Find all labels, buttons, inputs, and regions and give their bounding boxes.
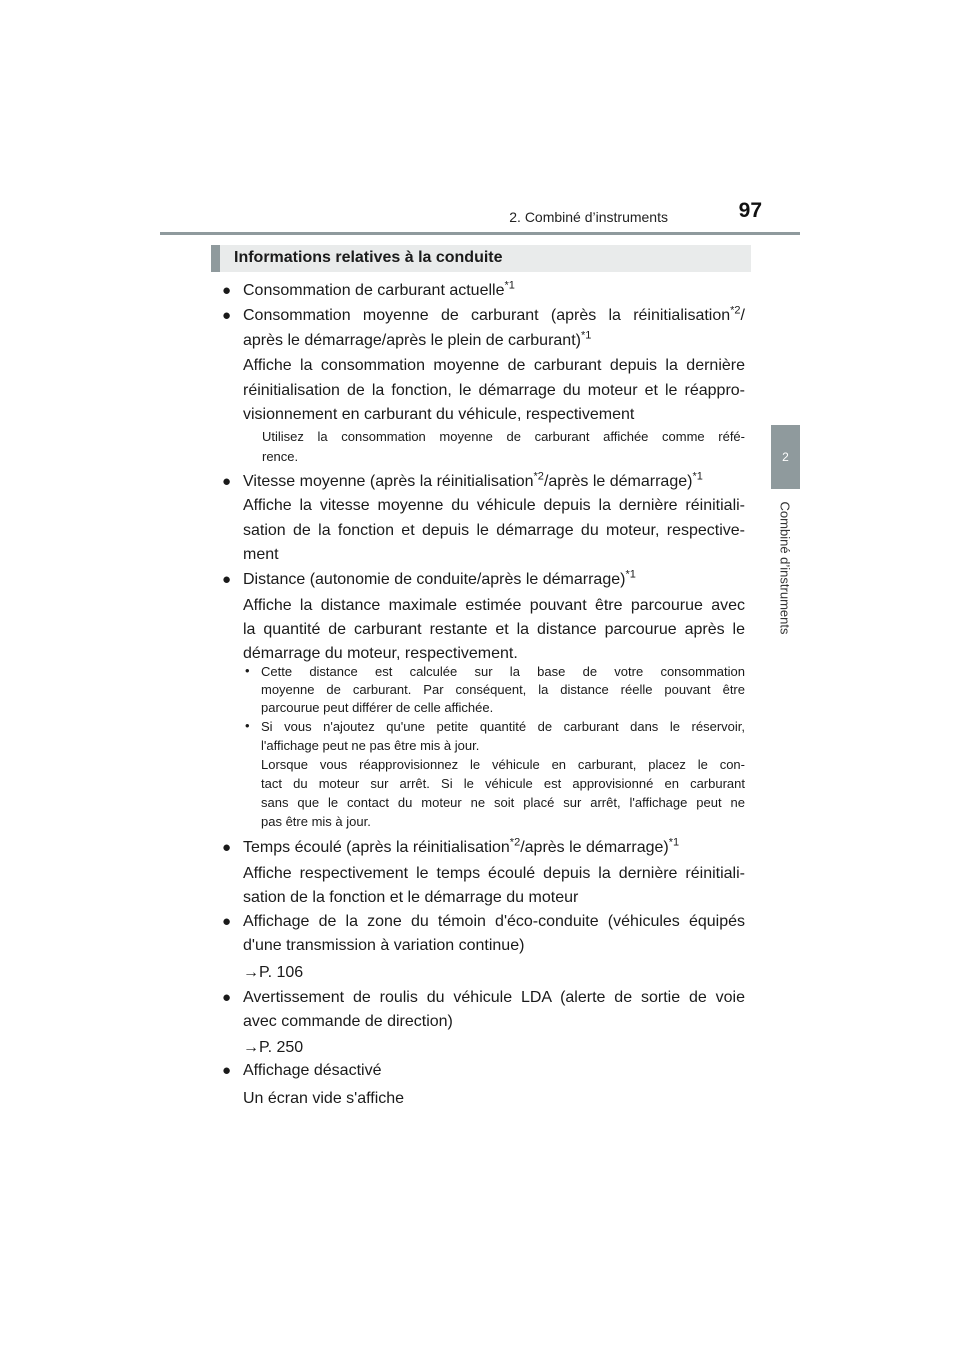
bullet-icon: ● — [222, 282, 232, 299]
bullet-icon: ● — [222, 839, 232, 856]
note-line: Cette distance est calculée sur la base de votre consommation — [261, 664, 745, 679]
bullet-icon: ● — [222, 571, 232, 588]
item-text: après le démarrage/après le plein de carburant) — [243, 332, 581, 349]
section-title: Informations relatives à la conduite — [234, 249, 503, 266]
note-line: Si vous n'ajoutez qu'une petite quantité de carburant dans le réservoir, — [261, 719, 745, 734]
footnote-ref: *1 — [504, 279, 515, 292]
description-line: la quantité de carburant restante et la distance parcourue après le — [243, 621, 745, 638]
note-line: moyenne de carburant. Par conséquent, la distance réelle pouvant être — [261, 682, 745, 697]
footnote-ref: *1 — [668, 836, 680, 849]
chapter-tab: 2 — [771, 425, 800, 489]
item-text: Consommation moyenne de carburant (après la réinitialisation — [243, 307, 731, 324]
description-line: sation de la fonction et depuis le démarrage du moteur, respective- — [243, 522, 745, 539]
description-line: démarrage du moteur, respectivement. — [243, 645, 518, 662]
item-text: Temps écoulé (après la réinitialisation — [243, 839, 510, 856]
note-line: l'affichage peut ne pas être mis à jour. — [261, 738, 480, 753]
footnote-ref: *1 — [692, 470, 703, 483]
bullet-icon: ● — [222, 1062, 232, 1079]
header-section-title: 2. Combiné d’instruments — [509, 209, 668, 225]
description-line: Un écran vide s'affiche — [243, 1090, 405, 1107]
page-reference: →P. 106 — [243, 964, 304, 981]
description-line: Affiche la consommation moyenne de carburant depuis la dernière — [243, 357, 745, 374]
footnote-ref: *1 — [625, 568, 636, 581]
page-reference: →P. 250 — [243, 1039, 304, 1056]
footnote-ref: *1 — [580, 329, 592, 342]
description-line: réinitialisation de la fonction, le démarrage du moteur et le réappro- — [243, 382, 745, 399]
item-eco-driving-line2: d'une transmission à variation continue) — [243, 937, 525, 954]
section-heading-box — [211, 245, 751, 272]
bullet-icon: ● — [222, 989, 232, 1006]
note-line: rence. — [262, 449, 299, 464]
description-line: Affiche la distance maximale estimée pouvant être parcourue avec — [243, 597, 745, 614]
item-fuel-average-line1 — [243, 304, 745, 328]
header-rule — [160, 232, 800, 235]
item-distance — [243, 568, 745, 592]
item-text: Vitesse moyenne (après la réinitialisation — [243, 473, 534, 490]
item-text: Distance (autonomie de conduite/après le démarrage) — [243, 571, 626, 588]
chapter-label: Combiné d’instruments — [777, 501, 793, 635]
description-line: visionnement en carburant du véhicule, respectivement — [243, 406, 635, 423]
description-line: Affiche la vitesse moyenne du véhicule depuis la dernière réinitiali- — [243, 497, 745, 514]
note-line: pas être mis à jour. — [261, 814, 371, 829]
page-number: 97 — [738, 199, 762, 222]
item-text: Consommation de carburant actuelle — [243, 282, 505, 299]
sub-bullet-icon: • — [245, 663, 250, 678]
description-line: sation de la fonction et le démarrage du moteur — [243, 889, 579, 906]
bullet-icon: ● — [222, 473, 232, 490]
item-display-off: Affichage désactivé — [243, 1062, 382, 1079]
item-text: / — [740, 307, 745, 324]
item-fuel-current — [243, 279, 745, 303]
item-eco-driving: Affichage de la zone du témoin d'éco-conduite (véhicules équipés — [243, 913, 745, 930]
note-line: tact du moteur sur arrêt. Si le véhicule est approvisionné en carburant — [261, 776, 745, 791]
bullet-icon: ● — [222, 913, 232, 930]
footnote-ref: *2 — [730, 304, 741, 317]
note-line: sans que le contact du moteur ne soit placé sur arrêt, l'affichage peut ne — [261, 795, 745, 810]
item-elapsed-time — [243, 836, 745, 860]
sub-bullet-icon: • — [245, 718, 250, 733]
note-line: Utilisez la consommation moyenne de carburant affichée comme réfé- — [262, 429, 745, 444]
description-line: Affiche respectivement le temps écoulé depuis la dernière réinitiali- — [243, 865, 745, 882]
item-text: /après le démarrage) — [520, 839, 669, 856]
item-lda-warning-line2: avec commande de direction) — [243, 1013, 453, 1030]
footnote-ref: *2 — [509, 836, 521, 849]
item-text: /après le démarrage) — [543, 473, 693, 490]
footnote-ref: *2 — [533, 470, 544, 483]
item-lda-warning: Avertissement de roulis du véhicule LDA (alerte de sortie de voie — [243, 989, 745, 1006]
note-line: Lorsque vous réapprovisionnez le véhicule en carburant, placez le con- — [261, 757, 745, 772]
item-average-speed — [243, 470, 745, 494]
bullet-icon: ● — [222, 307, 232, 324]
item-fuel-average-line2 — [243, 329, 745, 353]
note-line: parcourue peut différer de celle affichée. — [261, 700, 494, 715]
description-line: ment — [243, 546, 279, 563]
